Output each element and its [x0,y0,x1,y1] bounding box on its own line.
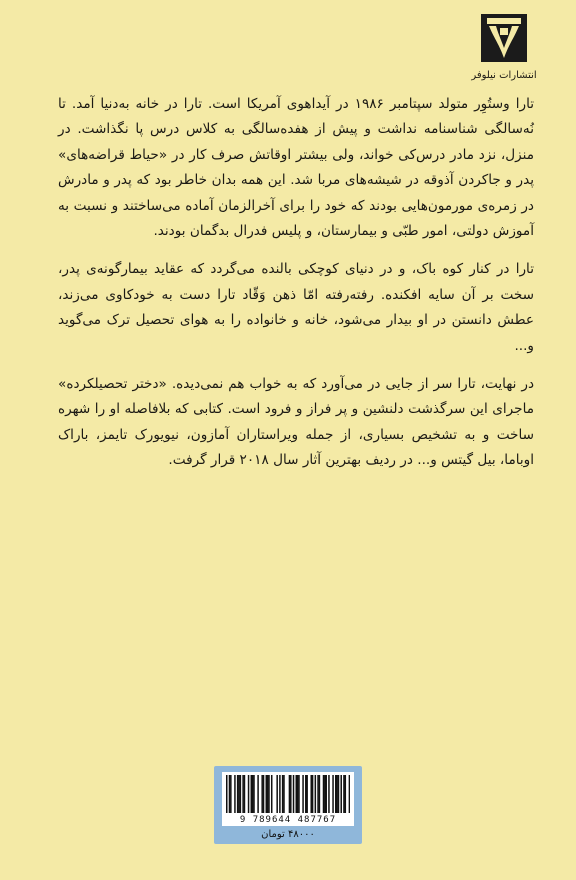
barcode-bar [242,775,244,813]
publisher-logo [462,14,546,81]
barcode-bar [324,775,326,813]
blurb-paragraph: تارا وستُوِر متولد سپتامبر ۱۹۸۶ در آیداهوی آمریکا است. تارا در خانه به‌دنیا آمد. تا نُه‌سالگی شناسنامه نداشت و پیش از هفده‌سالگی به کلاس درس پا نگذاشت. در منزل، نزد مادر درس‌کی خواند، ولی بیشتر اوقاتش صرف کار در «حیاط قراضه‌های» پدر و جاکردن آذوقه در شیشه‌های مربا شد. این همه بدان خاطر بود که پدر و مادرش در زمره‌ی مورمون‌هایی بودند که خود را برای آخرالزمان آماده می‌ساختند و نسبت به آموزش دولتی، امور طبّی و بیمارستان، و پلیس فدرال بدگمان بودند. [58,96,534,240]
barcode-bar [319,775,321,813]
blurb-paragraph: در نهایت، تارا سر از جایی در می‌آورد که به خواب هم نمی‌دیده. «دختر تحصیلکرده» ماجرای این سرگذشت دلنشین و پر فراز و فرود است. کتابی که بلافاصله او را شهره ساخت و به تشخیص بسیاری، از جمله ویراستاران آمازون، نیویورک تایمز، باراک اوباما، بیل گیتس و... در ردیف بهترین آثار سال ۲۰۱۸ قرار گرفت. [58,376,534,469]
barcode-bar [336,775,338,813]
isbn-number: 9 789644 487767 [239,815,337,825]
barcode-bar [279,775,281,813]
barcode-bar [271,775,273,813]
barcode-bar [230,775,232,813]
barcode-bar [229,775,231,813]
barcode-bar [317,775,319,813]
barcode-bar [238,775,240,813]
barcode-bar [282,775,284,813]
barcode-bar [226,775,228,813]
barcode [226,775,350,813]
barcode-bar [240,775,242,813]
barcode-bar [266,775,268,813]
barcode-bar [335,775,337,813]
barcode-bar [302,775,304,813]
barcode-bar [253,775,255,813]
barcode-bar [248,775,250,813]
barcode-bar [325,775,327,813]
barcode-bar [295,775,297,813]
barcode-bar [297,775,299,813]
barcode-bar [312,775,314,813]
barcode-bar [234,775,236,813]
barcode-bar [310,775,312,813]
barcode-bar [338,775,340,813]
barcode-bar [244,775,246,813]
barcode-bar [267,775,269,813]
barcode-bar [237,775,239,813]
barcode-bar [251,775,253,813]
barcode-label [222,772,354,826]
barcode-bar [290,775,292,813]
barcode-bar [332,775,334,813]
price-label: ۴۸۰۰۰ تومان [261,829,315,840]
back-cover-blurb [58,92,534,487]
barcode-bar [289,775,291,813]
barcode-bar [345,775,347,813]
publisher-name: انتشارات نیلوفر [471,70,537,81]
barcode-bar [305,775,307,813]
barcode-bar [276,775,278,813]
barcode-bar [252,775,254,813]
blurb-paragraph: تارا در کنار کوه باک، و در دنیای کوچکی بالنده می‌گردد که عقاید بیمارگونه‌ی پدر، سخت بر آن سایه افکنده. رفته‌رفته امّا ذهن وَقّاد تارا دست به خودکاوی می‌زند، عطش دانستن در او بیدار می‌شود، خانه و خانواده را به هوای تحصیل ترک می‌گوید و... [58,261,534,354]
barcode-bar [349,775,350,813]
barcode-bar [283,775,285,813]
barcode-bar [323,775,325,813]
barcode-bar [328,775,330,813]
barcode-bar [257,775,259,813]
barcode-bar [261,775,263,813]
barcode-bar [298,775,300,813]
barcode-panel [214,766,362,844]
barcode-bar [263,775,265,813]
barcode-bar [340,775,342,813]
nilofar-publisher-logo-icon [481,14,527,62]
barcode-bar [306,775,308,813]
barcode-bar [315,775,317,813]
barcode-bar [268,775,270,813]
barcode-bar [293,775,295,813]
barcode-bar [343,775,345,813]
